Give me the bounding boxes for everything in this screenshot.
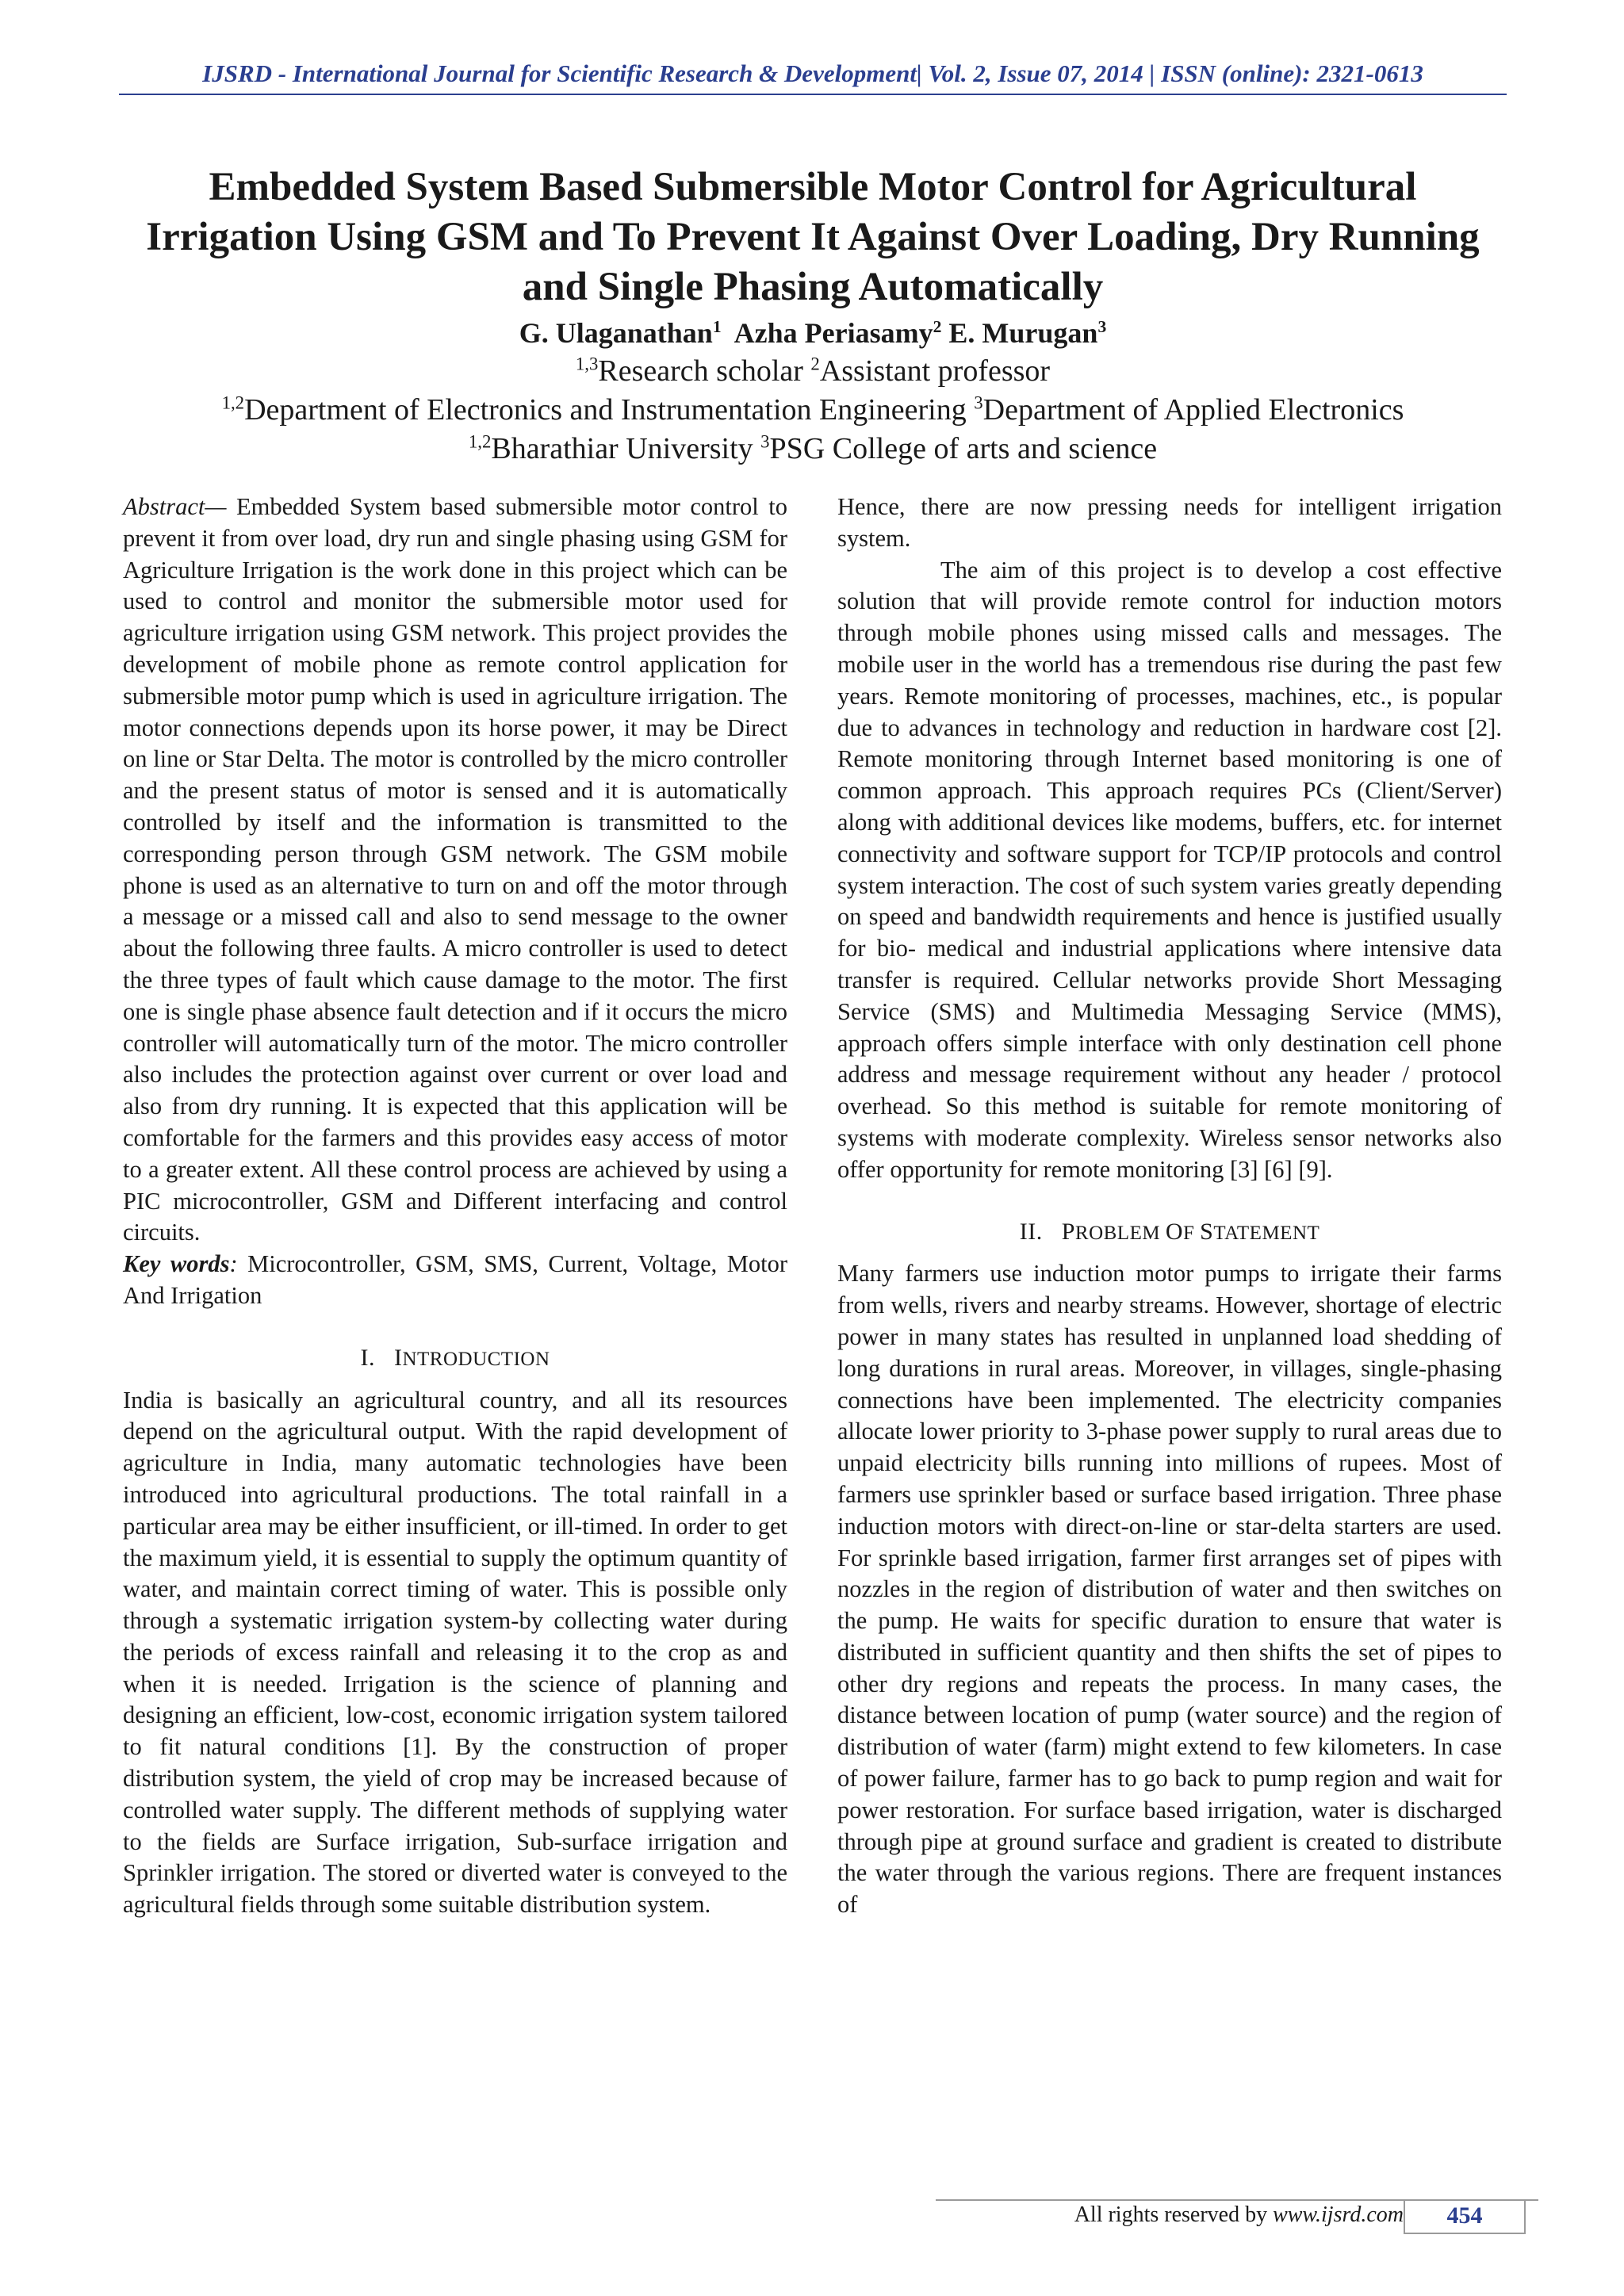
affil-sup: 1,2 [221, 392, 245, 413]
project-aim-paragraph: The aim of this project is to develop a cost effective solution that will provide remote control for induction motors through mobile phones using missed calls and messages. The mobile user in the world has a tremendous rise during the past few years. Remote monitoring of processes, machines, etc., is popular due to advances in technology and reduction in hardware cost [2]. Remote monitoring through Internet based monitoring is one of common approach. This approach requires PCs (Client/Server) along with additional devices like modems, buffers, etc. for internet connectivity and software support for TCP/IP protocols and control system interaction. The cost of such system varies greatly depending on speed and bandwidth requirements and hence is justified usually for bio- medical and industrial applications where intensive data transfer is required. Cellular networks provide Short Messaging Service (SMS) and Multimedia Messaging Service (MMS), approach offers simple interface with only destination cell phone address and message requirement without any header / protocol overhead. So this method is suitable for remote monitoring of systems with moderate complexity. Wireless sensor networks also offer opportunity for remote monitoring [3] [6] [9]. [837, 556, 1502, 1183]
author-roles [119, 352, 1507, 391]
rights-text: All rights reserved by [1074, 2202, 1274, 2227]
keywords-text: Microcontroller, GSM, SMS, Current, Voltage, Motor And Irrigation [123, 1250, 788, 1309]
author-name: Azha Periasamy [733, 317, 933, 349]
introduction-continued-paragraph: Hence, there are now pressing needs for intelligent irrigation system. [837, 493, 1502, 552]
department-text: Department of Electronics and Instrumentation Engineering [244, 393, 975, 427]
heading-rest: F [1183, 1222, 1201, 1244]
journal-website-link[interactable]: www.ijsrd.com [1273, 2202, 1404, 2227]
author-name: G. Ulaganathan [519, 317, 713, 349]
affil-sup: 3 [760, 431, 770, 452]
heading-initial: O [1165, 1218, 1183, 1245]
abstract-body: Embedded System based submersible motor control to prevent it from over load, dry run and single phasing using GSM for Agriculture Irrigation is the work done in this project which can be used to control and monitor the submersible motor used for agriculture irrigation using GSM network. This project provides the development of mobile phone as remote control application for submersible motor pump which is used in agriculture irrigation. The motor connections depends upon its horse power, it may be Direct on line or Star Delta. The motor is controlled by the micro controller and the present status of motor is sensed and it is automatically controlled by itself and the information is transmitted to the corresponding person through GSM network. The GSM mobile phone is used as an alternative to turn on and off the motor through a message or a missed call and also to send message to the owner about the following three faults. A micro controller is used to detect the three types of fault which cause damage to the motor. The first one is single phase absence fault detection and if it occurs the micro controller will automatically turn of the motor. The micro controller also includes the protection against over current or over load and also from dry running. It is expected that this application will be comfortable for the farmers and this provides easy access of motor to a greater extent. All these control process are achieved by using a PIC microcontroller, GSM and Different interfacing and control circuits. [123, 493, 787, 1246]
heading-initial: I [393, 1344, 403, 1371]
role-text: Research scholar [598, 354, 811, 388]
author-institutions [119, 430, 1507, 469]
abstract-label: Abstract— [123, 493, 227, 520]
left-column [123, 492, 787, 1921]
abstract [123, 492, 787, 1249]
affil-sup: 3 [974, 392, 983, 413]
page-footer [936, 2191, 1546, 2233]
heading-initial: P [1061, 1218, 1075, 1245]
introduction-paragraph: India is basically an agricultural country, and all its resources depend on the agricultural output. With the rapid development of agriculture in India, many automatic technologies have been introduced into agricultural productions. The total rainfall in a particular area may be either insufficient, or ill-timed. In order to get the maximum yield, it is essential to supply the optimum quantity of water, and maintain correct timing of water. This is possible only through a systematic irrigation system-by collecting water during the periods of excess rainfall and releasing it to the crop as and when it is needed. Irrigation is the science of planning and designing an efficient, low-cost, economic irrigation system tailored to fit natural conditions [1]. By the construction of proper distribution system, the yield of crop may be increased because of controlled water supply. The different methods of supplying water to the fields are Surface irrigation, Sub-surface irrigation and Sprinkler irrigation. The stored or diverted water is conveyed to the agricultural fields through some suitable distribution system. [123, 1386, 787, 1919]
keywords [123, 1249, 787, 1312]
keywords-label: Key words [123, 1250, 230, 1278]
section-numeral: I. [360, 1344, 375, 1371]
header-rule [119, 94, 1507, 95]
journal-header: IJSRD - International Journal for Scientific Research & Development| Vol. 2, Issue 07, 2014 | ISSN (online): 2321-0613 [202, 59, 1423, 87]
footer-rights [1074, 2199, 1404, 2231]
section-heading-introduction [123, 1342, 787, 1376]
author-affil-sup: 3 [1097, 317, 1107, 336]
department-text: Department of Applied Electronics [982, 393, 1404, 427]
role-text: Assistant professor [819, 354, 1051, 388]
title-block [119, 163, 1507, 469]
author-list [119, 314, 1507, 352]
author-affil-sup: 1 [712, 317, 722, 336]
institution-text: PSG College of arts and science [769, 432, 1158, 465]
author-affil-sup: 2 [933, 317, 942, 336]
keywords-colon: : [229, 1250, 238, 1278]
author-departments [119, 391, 1507, 430]
heading-initial: S [1200, 1218, 1214, 1245]
institution-text: Bharathiar University [491, 432, 761, 465]
heading-rest: TATEMENT [1213, 1222, 1320, 1244]
affil-sup: 2 [810, 354, 820, 374]
section-heading-problem-statement [837, 1216, 1502, 1249]
affil-sup: 1,3 [575, 354, 599, 374]
paper-title: Embedded System Based Submersible Motor Control for Agricultural Irrigation Using GSM and To Prevent It Against Over Loading, Dry Running and Single Phasing Automatically [146, 165, 1480, 309]
section-numeral: II. [1019, 1218, 1043, 1245]
heading-rest: ROBLEM [1074, 1222, 1166, 1244]
page-number: 454 [1404, 2199, 1526, 2234]
affil-sup: 1,2 [468, 431, 492, 452]
author-name: E. Murugan [948, 317, 1098, 349]
heading-rest: NTRODUCTION [402, 1348, 550, 1370]
problem-statement-paragraph: Many farmers use induction motor pumps to irrigate their farms from wells, rivers and nearby streams. However, shortage of electric power in many states has resulted in unplanned load shedding of long durations in rural areas. Moreover, in villages, single-phasing connections have been implemented. The electricity companies allocate lower priority to 3-phase power supply to rural areas due to unpaid electricity bills running into millions of rupees. Most of farmers use sprinkler based or surface based irrigation. Three phase induction motors with direct-on-line or star-delta starters are used. For sprinkle based irrigation, farmer first arranges set of pipes with nozzles in the region of distribution of water and then switches on the pump. He waits for specific duration to ensure that water is distributed in sufficient quantity and then shifts the set of pipes to other dry regions and repeats the process. In many cases, the distance between location of pump (water source) and the region of distribution of water (farm) might extend to few kilometers. In case of power failure, farmer has to go back to pump region and wait for power restoration. For surface based irrigation, water is discharged through pipe at ground surface and gradient is created to distribute the water through the various regions. There are frequent instances of [837, 1260, 1502, 1919]
right-column [837, 492, 1502, 1921]
